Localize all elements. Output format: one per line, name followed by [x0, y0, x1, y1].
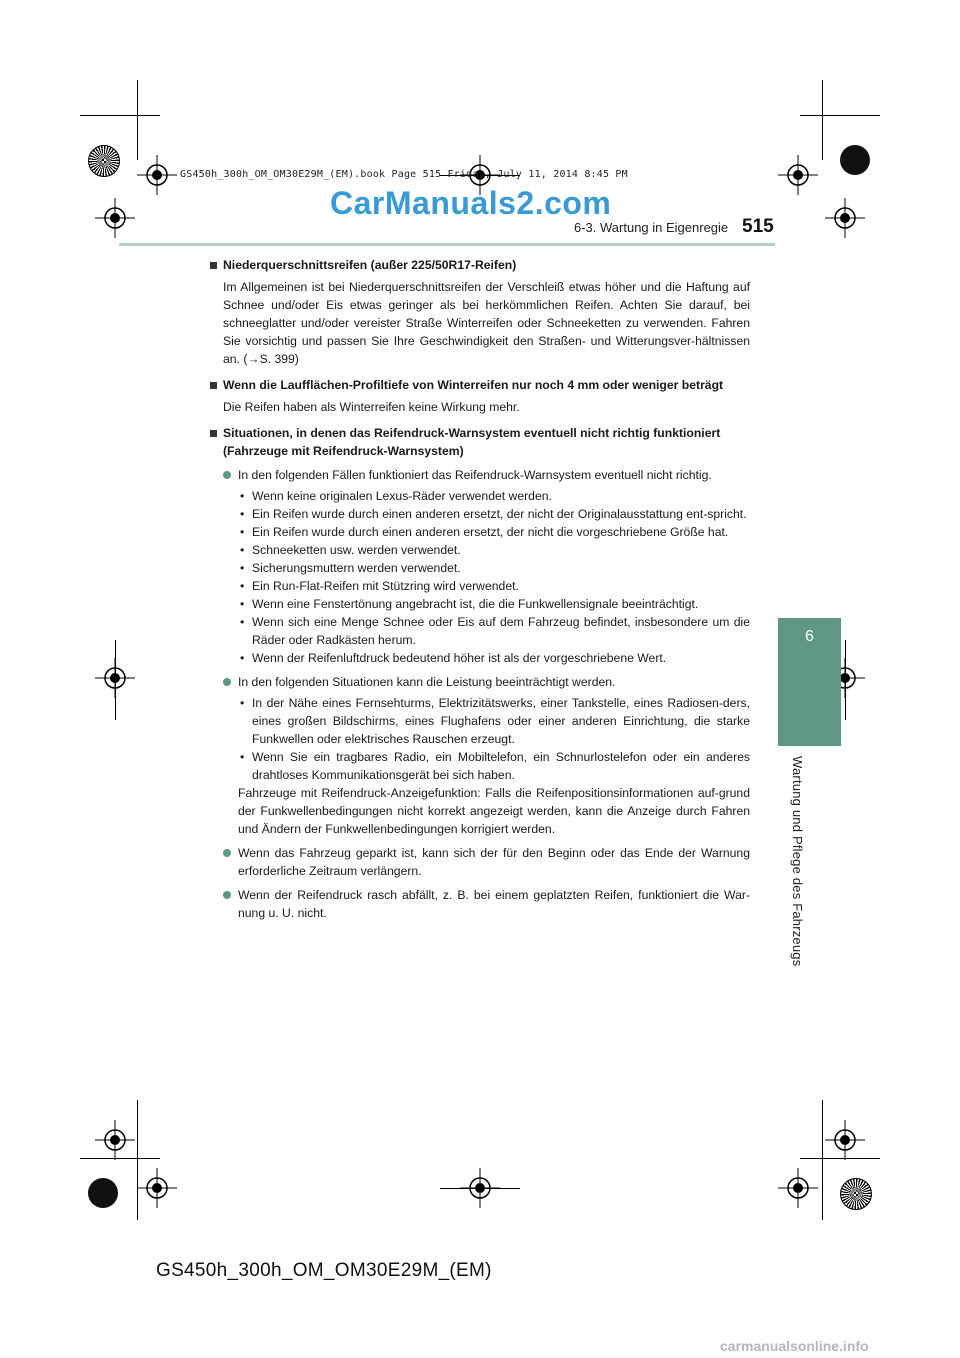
list-item-text: Wenn eine Fenstertönung angebracht ist, die die Funkwellensignale beeinträchtigt. [252, 597, 699, 611]
list-item-text: Ein Reifen wurde durch einen anderen ersetzt, der nicht der Originalausstattung ent-spricht. [252, 507, 747, 521]
list-item: • Wenn eine Fenstertönung angebracht ist, die die Funkwellensignale beeinträchtigt. [240, 597, 699, 611]
list-item-text: Wenn der Reifenluftdruck bedeutend höher ist als der vorgeschriebene Wert. [252, 651, 667, 665]
list-item: • Wenn sich eine Menge Schnee oder Eis auf dem Fahrzeug befindet, insbesondere um die Räder oder Radkästen herum. [240, 615, 750, 647]
crosshair-icon [778, 155, 818, 195]
section-heading [210, 424, 750, 460]
crop-line-top-left-v [137, 80, 138, 160]
crosshair-icon [825, 198, 865, 238]
list-item: • Ein Reifen wurde durch einen anderen ersetzt, der nicht die vorgeschriebene Größe hat. [240, 525, 729, 539]
round-bullet-icon [223, 849, 231, 857]
crop-line-top-right-h [800, 115, 880, 116]
list-item: • Schneeketten usw. werden verwendet. [240, 543, 461, 557]
section-heading-text: Situationen, in denen das Reifendruck-Warnsystem eventuell nicht richtig funktioniert (Fahrzeuge mit Reifendruck-Warnsystem) [223, 426, 721, 458]
bullet-item [210, 673, 750, 691]
crosshair-icon [460, 1168, 500, 1208]
list-item-text: Ein Run-Flat-Reifen mit Stützring wird verwendet. [252, 579, 519, 593]
sunburst-mark-top-left [88, 145, 120, 177]
list-item: • Wenn der Reifenluftdruck bedeutend höher ist als der vorgeschriebene Wert. [240, 651, 667, 665]
note-paragraph: Fahrzeuge mit Reifendruck-Anzeigefunktion: Falls die Reifenpositionsinformationen auf-grund der Funkwellenbedingungen nicht korrekt angezeigt werden, kann die Anzeige durch Fahren und Ändern der Funkwellenbedingungen korrigiert werden. [238, 786, 750, 836]
sunburst-mark-bottom-right [840, 1178, 872, 1210]
chapter-label: Wartung und Pflege des Fahrzeugs [790, 756, 805, 967]
section-body: Im Allgemeinen ist bei Niederquerschnittsreifen der Verschleiß etwas höher und die Haftung auf Schnee und/oder Eis etwas geringer als bei herkömmlichen Reifen. Achten Sie darauf, bei schneeglatter und/oder vereister Straße Winterreifen oder Schneeketten zu verwenden. Fahren Sie vorsichtig und passen Sie Ihre Geschwindigkeit den Straßen- und Witterungsver-hältnissen an. (→S. 399) [223, 280, 750, 366]
section-body: Die Reifen haben als Winterreifen keine Wirkung mehr. [223, 400, 520, 414]
crosshair-icon [778, 1168, 818, 1208]
square-bullet-icon [210, 430, 217, 437]
bullet-text: In den folgenden Fällen funktioniert das Reifendruck-Warnsystem eventuell nicht richtig. [238, 468, 712, 482]
section-heading-text: Wenn die Laufflächen-Profiltiefe von Winterreifen nur noch 4 mm oder weniger beträgt [223, 378, 724, 392]
section-heading [210, 376, 750, 394]
list-item-text: Wenn keine originalen Lexus-Räder verwendet werden. [252, 489, 552, 503]
chapter-number: 6 [805, 628, 814, 645]
list-item: • Ein Run-Flat-Reifen mit Stützring wird verwendet. [240, 579, 519, 593]
list-item-text: Wenn sich eine Menge Schnee oder Eis auf dem Fahrzeug befindet, insbesondere um die Räder oder Radkästen herum. [252, 615, 750, 647]
sub-list [210, 487, 750, 667]
crosshair-icon [95, 198, 135, 238]
book-info-line: GS450h_300h_OM_OM30E29M_(EM).book Page 515 Friday, July 11, 2014 8:45 PM [180, 169, 628, 180]
bullet-item [210, 844, 750, 880]
chapter-tab [778, 618, 841, 746]
watermark-bottom[interactable]: carmanualsonline.info [720, 1338, 869, 1354]
crosshair-icon [137, 155, 177, 195]
bullet-text: Wenn das Fahrzeug geparkt ist, kann sich der für den Beginn oder das Ende der Warnung erforderliche Zeitraum verlängern. [238, 846, 750, 878]
round-bullet-icon [223, 891, 231, 899]
crosshair-icon [95, 1120, 135, 1160]
list-item-text: In der Nähe eines Fernsehturms, Elektrizitätswerks, einer Tankstelle, eines Radiosen-ders, eines großen Bildschirms, eines Flughafens oder einer anderen Einrichtung, die starke Funkwellen oder elektrisches Rauschen erzeugt. [252, 696, 750, 746]
header-section-title: 6-3. Wartung in Eigenregie [574, 220, 729, 235]
bullet-item [210, 466, 750, 484]
list-item: • Wenn Sie ein tragbares Radio, ein Mobiltelefon, ein Schnurlostelefon oder ein anderes drahtloses Kommunikationsgerät bei sich haben. [240, 750, 750, 782]
list-item-text: Sicherungsmuttern werden verwendet. [252, 561, 461, 575]
list-item-text: Schneeketten usw. werden verwendet. [252, 543, 461, 557]
list-item-text: Wenn Sie ein tragbares Radio, ein Mobiltelefon, ein Schnurlostelefon oder ein anderes drahtloses Kommunikationsgerät bei sich haben. [252, 750, 750, 782]
header-rule [119, 243, 775, 246]
round-bullet-icon [223, 678, 231, 686]
chapter-label-vertical [778, 756, 818, 967]
section-heading [210, 256, 750, 274]
crosshair-icon [137, 1168, 177, 1208]
watermark-top[interactable]: CarManuals2.com [330, 185, 612, 221]
crosshair-icon [825, 1120, 865, 1160]
list-item: • Sicherungsmuttern werden verwendet. [240, 561, 461, 575]
dark-dot-mark-bottom-left [88, 1178, 118, 1208]
dark-dot-mark-top-right [840, 145, 870, 175]
crop-line-bottom-right-v [822, 1100, 823, 1220]
bullet-text: In den folgenden Situationen kann die Leistung beeinträchtigt werden. [238, 675, 616, 689]
crop-line-top-right-v [822, 80, 823, 160]
main-content [210, 256, 750, 922]
bullet-text: Wenn der Reifendruck rasch abfällt, z. B. bei einem geplatzten Reifen, funktioniert die War-nung u. U. nicht. [238, 888, 750, 920]
crop-line-top-left-h [80, 115, 160, 116]
bullet-item [210, 886, 750, 922]
square-bullet-icon [210, 262, 217, 269]
list-item: • Wenn keine originalen Lexus-Räder verwendet werden. [240, 489, 552, 503]
crosshair-icon [95, 658, 135, 698]
list-item-text: Ein Reifen wurde durch einen anderen ersetzt, der nicht die vorgeschriebene Größe hat. [252, 525, 729, 539]
section-heading-text: Niederquerschnittsreifen (außer 225/50R17-Reifen) [223, 258, 517, 272]
page-number: 515 [742, 216, 774, 237]
list-item: • In der Nähe eines Fernsehturms, Elektrizitätswerks, einer Tankstelle, eines Radiosen-ders, eines großen Bildschirms, eines Flughafens oder einer anderen Einrichtung, die starke Funkwellen oder elektrisches Rauschen erzeugt. [240, 696, 750, 746]
square-bullet-icon [210, 382, 217, 389]
sub-list [210, 694, 750, 784]
footer-document-code: GS450h_300h_OM_OM30E29M_(EM) [156, 1260, 492, 1281]
list-item: • Ein Reifen wurde durch einen anderen ersetzt, der nicht der Originalausstattung ent-spricht. [240, 507, 747, 521]
round-bullet-icon [223, 471, 231, 479]
